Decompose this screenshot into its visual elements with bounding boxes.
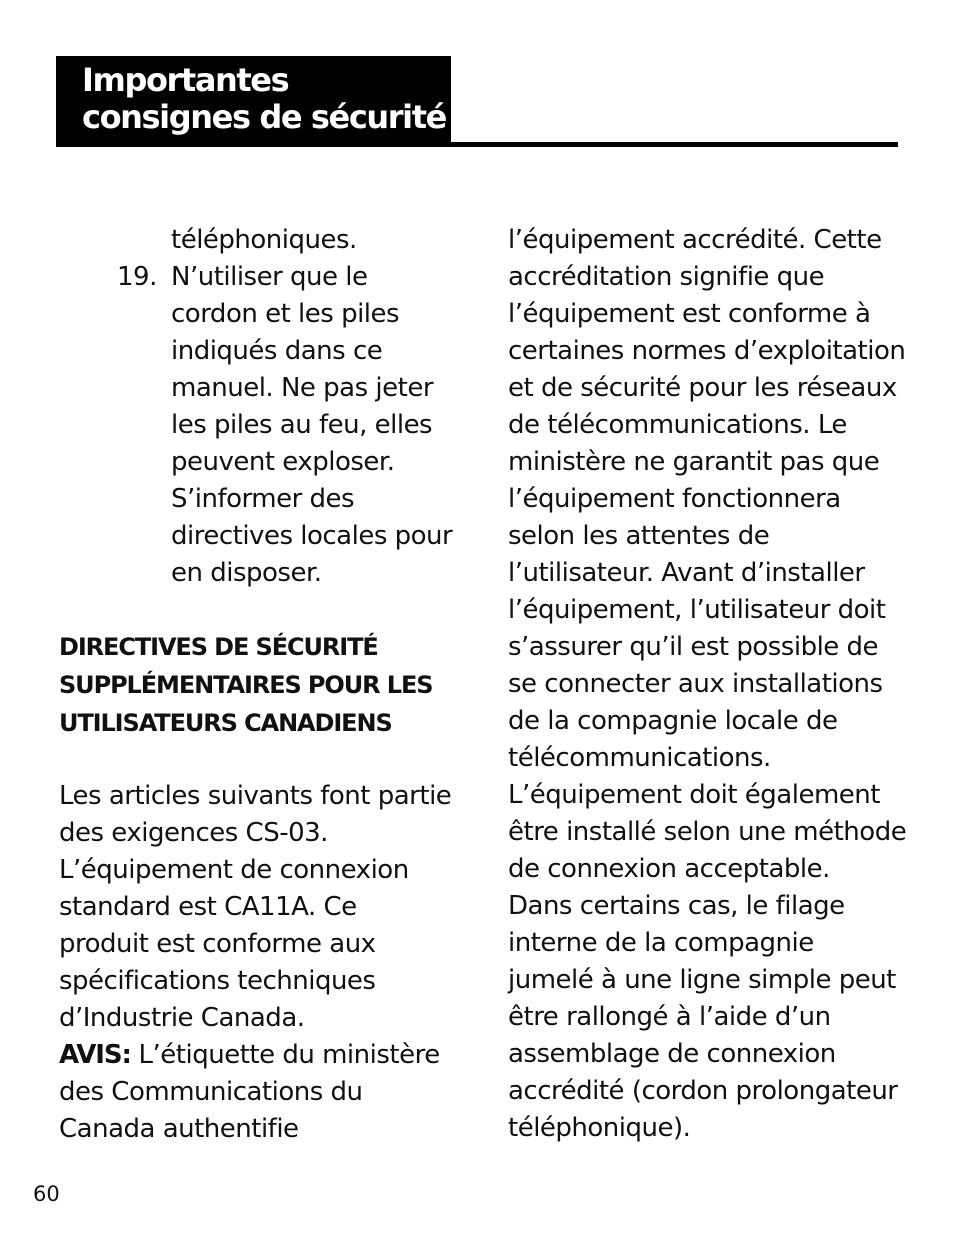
notice-label: AVIS:: [59, 1040, 131, 1070]
paragraph-line: de connexion acceptable.: [508, 854, 830, 884]
paragraph-line: accréditation signifie que: [508, 262, 825, 292]
paragraph-line: assemblage de connexion: [508, 1039, 836, 1069]
section-heading: [59, 628, 459, 742]
paragraph-line: L’équipement doit également: [508, 780, 880, 810]
page-title-line-1: Importantes: [82, 61, 289, 99]
right-column: [508, 222, 928, 1147]
list-item-line: peuvent exploser.: [171, 447, 395, 477]
paragraph-line: Canada authentifie: [59, 1114, 299, 1144]
paragraph-line: spécifications techniques: [59, 966, 376, 996]
paragraph-line: l’équipement est conforme à: [508, 299, 871, 329]
paragraph-line: être rallongé à l’aide d’un: [508, 1002, 831, 1032]
paragraph-line: des exigences CS-03.: [59, 818, 328, 848]
paragraph-line: certaines normes d’exploitation: [508, 336, 906, 366]
page-title-line-2: consignes de sécurité: [82, 98, 446, 136]
section-header: [56, 56, 451, 147]
paragraph-line: l’utilisateur. Avant d’installer: [508, 558, 865, 588]
section-heading-line: SUPPLÉMENTAIRES POUR LES: [59, 671, 433, 699]
list-item-line: en disposer.: [171, 558, 322, 588]
paragraph-line: l’équipement accrédité. Cette: [508, 225, 882, 255]
paragraph-line: s’assurer qu’il est possible de: [508, 632, 879, 662]
paragraph-line: Dans certains cas, le filage: [508, 891, 845, 921]
paragraph-line: ministère ne garantit pas que: [508, 447, 880, 477]
list-item-number: 19.: [117, 262, 157, 292]
paragraph-line: jumelé à une ligne simple peut: [508, 965, 896, 995]
list-item-19: [59, 259, 459, 592]
list-item-continuation: téléphoniques.: [171, 225, 357, 255]
paragraph-line: selon les attentes de: [508, 521, 770, 551]
paragraph-line: de télécommunications. Le: [508, 410, 847, 440]
paragraph-line: se connecter aux installations: [508, 669, 883, 699]
list-item-line: manuel. Ne pas jeter: [171, 373, 434, 403]
notice-line: [59, 1037, 459, 1074]
list-item-line: les piles au feu, elles: [171, 410, 433, 440]
left-column: [59, 222, 459, 1148]
paragraph-line: Les articles suivants font partie: [59, 781, 452, 811]
paragraph-line: télécommunications.: [508, 743, 771, 773]
paragraph-line: et de sécurité pour les réseaux: [508, 373, 897, 403]
header-rule: [56, 142, 898, 147]
page-title: [82, 62, 446, 136]
spacer: [59, 592, 459, 628]
paragraph-line: l’équipement, l’utilisateur doit: [508, 595, 886, 625]
list-item-line: S’informer des: [171, 484, 355, 514]
list-item-line: directives locales pour: [171, 521, 453, 551]
paragraph-line: L’équipement de connexion: [59, 855, 409, 885]
paragraph-line: d’Industrie Canada.: [59, 1003, 305, 1033]
paragraph-line: interne de la compagnie: [508, 928, 814, 958]
paragraph-line: être installé selon une méthode: [508, 817, 907, 847]
paragraph-line: produit est conforme aux: [59, 929, 376, 959]
paragraph-line: standard est CA11A. Ce: [59, 892, 357, 922]
paragraph-line: des Communications du: [59, 1077, 363, 1107]
page-number: 60: [33, 1182, 60, 1206]
list-item-line: cordon et les piles: [171, 299, 400, 329]
paragraph-line: téléphonique).: [508, 1113, 691, 1143]
paragraph-line: l’équipement fonctionnera: [508, 484, 841, 514]
paragraph-line: accrédité (cordon prolongateur: [508, 1076, 898, 1106]
list-item-line: N’utiliser que le: [171, 262, 368, 292]
spacer: [59, 742, 459, 778]
section-heading-line: UTILISATEURS CANADIENS: [59, 709, 392, 737]
paragraph-line: de la compagnie locale de: [508, 706, 838, 736]
body-paragraph: [59, 778, 459, 1148]
section-heading-line: DIRECTIVES DE SÉCURITÉ: [59, 633, 378, 661]
list-item-line: indiqués dans ce: [171, 336, 383, 366]
notice-text: L’étiquette du ministère: [130, 1040, 440, 1070]
